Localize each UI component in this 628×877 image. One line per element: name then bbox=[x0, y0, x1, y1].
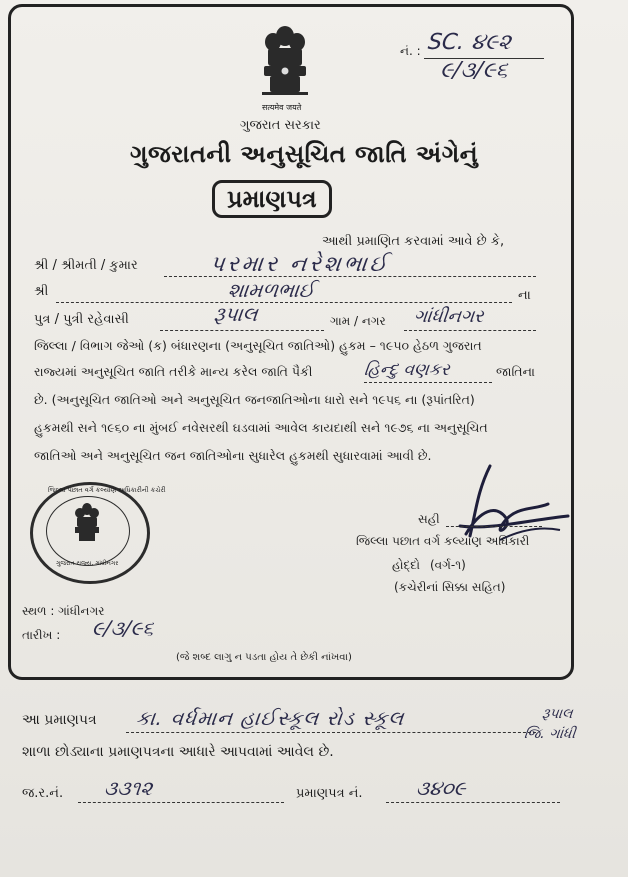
paragraph-line-2a: રાજ્યમાં અનુસૂચિત જાતિ તરીકે માન્ય કરેલ જાતિ પૈકી bbox=[34, 364, 313, 379]
government-title: ગુજરાત સરકાર bbox=[240, 118, 321, 133]
lower-margin-note-1: રૂપાલ bbox=[541, 706, 574, 722]
officer-signature-icon bbox=[430, 460, 570, 570]
paragraph-line-5: જાતિઓ અને અનુસૂચિત જન જાતિઓના સુધારેલ હુકમથી સુધારવામાં આવી છે. bbox=[34, 448, 432, 463]
stamp-bottom-text: ગુજરાત રાજ્ય, ગાંધીનગર bbox=[56, 560, 119, 567]
officer-title: જિલ્લા પછાત વર્ગ કલ્યાણ અધિકારી bbox=[356, 534, 530, 548]
village-line bbox=[404, 330, 536, 331]
lower-cert-value: કા. વર્ધમાન હાઈસ્કૂલ રોડ સ્કૂલ bbox=[134, 706, 406, 730]
place-label: સ્થળ : ગાંધીનગર bbox=[22, 604, 105, 618]
register-value: ૩૩૧૨ bbox=[102, 776, 154, 800]
lower-line-2: શાળા છોડ્યાના પ્રમાણપત્રના આધારે આપવામાં આવેલ છે. bbox=[22, 744, 334, 760]
intro-text: આથી પ્રમાણિત કરવામાં આવે છે કે, bbox=[322, 234, 505, 249]
resident-line bbox=[160, 330, 324, 331]
register-line bbox=[78, 802, 284, 803]
cert-number-value: ૩૪૦૯ bbox=[414, 776, 467, 800]
stamp-ring-text: જિલ્લા પછાત વર્ગ કલ્યાણ અધિકારીની કચેરી bbox=[48, 486, 166, 494]
resident-value: રૂપાલ bbox=[212, 302, 259, 326]
caste-value: હિન્દુ વણકર bbox=[362, 360, 451, 380]
father-line bbox=[56, 302, 512, 303]
post-value: (વર્ગ-૧) bbox=[430, 558, 466, 572]
father-label: શ્રી bbox=[34, 284, 49, 299]
office-seal-note: (કચેરીનાં સિક્કા સહિત) bbox=[394, 580, 506, 594]
name-value: પરમાર નરેશભાઈ bbox=[208, 252, 391, 277]
date-label: તારીખ : bbox=[22, 628, 61, 642]
paragraph-line-2b: જાતિના bbox=[496, 364, 535, 379]
cert-number-line bbox=[386, 802, 560, 803]
post-label: હોદ્દો bbox=[392, 558, 420, 572]
footnote: (જે શબ્દ લાગુ ન પડતા હોય તે છેકી નાંખવા) bbox=[176, 652, 352, 663]
name-label: શ્રી / શ્રીમતી / કુમાર bbox=[34, 258, 138, 273]
paragraph-line-1: જિલ્લા / વિભાગ જેઓ (ક) બંધારણના (અનુસૂચિત જાતિઓ) હુકમ – ૧૯૫૦ હેઠળ ગુજરાત bbox=[34, 338, 482, 353]
emblem-motto: सत्यमेव जयते bbox=[262, 103, 302, 112]
reference-label: નં. : bbox=[400, 44, 421, 58]
paragraph-line-4: હુકમથી સને ૧૯૬૦ ના મુંબઈ નવેસરથી ઘડવામાં આવેલ કાયદાથી સને ૧૯૭૬ ના અનુસૂચિત bbox=[34, 420, 488, 435]
national-emblem-icon bbox=[256, 22, 314, 100]
certificate-badge: પ્રમાણપત્ર bbox=[212, 180, 332, 218]
stamp-emblem-icon bbox=[72, 502, 102, 544]
reference-date: ૯/૩/૯૬ bbox=[438, 58, 510, 83]
date-value: ૯/૩/૯૬ bbox=[90, 616, 155, 640]
certificate-heading: ગુજરાતની અનુસૂચિત જાતિ અંગેનું bbox=[130, 140, 479, 168]
signature-line bbox=[446, 526, 542, 527]
reference-number: SC. ૪૯૨ bbox=[426, 30, 513, 55]
father-suffix: ના bbox=[518, 288, 531, 303]
father-value: શામળભાઈ bbox=[226, 278, 316, 302]
signature-label: સહી bbox=[418, 512, 440, 526]
village-value: ગાંધીનગર bbox=[412, 306, 485, 327]
resident-label: પુત્ર / પુત્રી રહેવાસી bbox=[34, 312, 129, 327]
caste-line bbox=[364, 382, 492, 383]
lower-margin-note-2: જિ. ગાંધી bbox=[523, 726, 577, 742]
register-label: જ.ર.નં. bbox=[22, 786, 64, 801]
cert-number-label: પ્રમાણપત્ર નં. bbox=[296, 786, 363, 801]
village-label: ગામ / નગર bbox=[330, 314, 386, 328]
lower-cert-label: આ પ્રમાણપત્ર bbox=[22, 712, 97, 728]
paragraph-line-3: છે. (અનુસૂચિત જાતિઓ અને અનુસૂચિત જનજાતિઓના ધારો સને ૧૯૫૬ ના (રૂપાંતરિત) bbox=[34, 392, 475, 407]
lower-cert-line bbox=[126, 732, 536, 733]
